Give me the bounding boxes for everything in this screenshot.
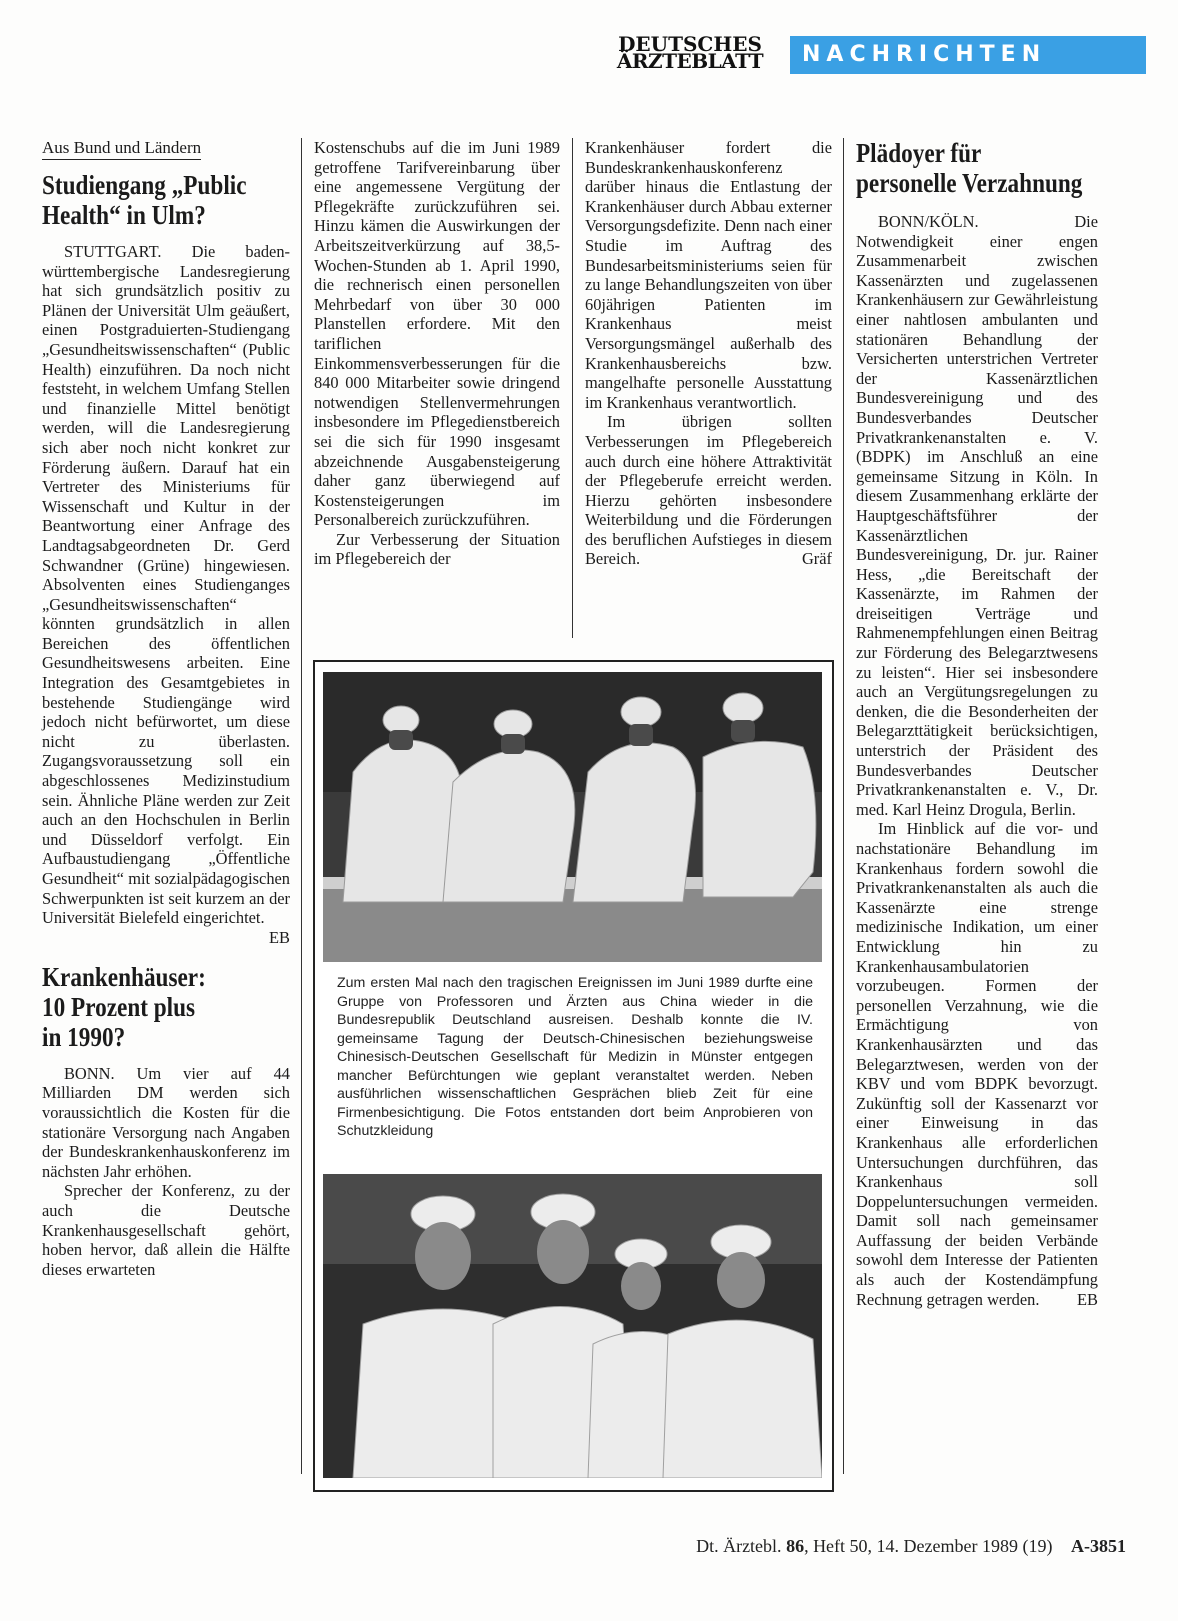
column-2	[314, 138, 560, 569]
column-rule	[301, 138, 302, 1474]
headline-line: Krankenhäuser:	[42, 961, 206, 992]
article-paragraph: Zur Verbesserung der Situation im Pflegebereich der	[314, 529, 560, 569]
photo-group-portrait	[323, 1174, 822, 1478]
volume-number: 86	[786, 1536, 805, 1556]
headline-krankenhaeuser	[42, 962, 289, 1052]
body-text: Im Hinblick auf die vor- und nachstationäre Behandlung im Krankenhaus fordern sowohl die Privatkrankenanstalten als auch die Kassenärzte eine strenge medizinische Indikation, um einer Entwicklung hin zu Krankenhausambulatorien vorzubeugen. Formen der personellen Verzahnung, wie die Ermächtigung von Krankenhausärzten und das Belegarztwesen, werden von der KBV und vom BDPK bevorzugt. Zukünftig soll der Kassenarzt vor einer Einweisung in das Krankenhaus alle erforderlichen Untersuchungen durchführen, das Krankenhaus soll Doppeluntersuchungen vermeiden. Damit soll nach gemeinsamer Auffassung der beiden Verbände sowohl dem Interesse der Patienten als auch der Kostendämpfung Rechnung getragen werden.	[856, 819, 1098, 1309]
logo-line-1: DEUTSCHES	[618, 32, 762, 56]
article-body	[42, 242, 290, 947]
photo-caption: Zum ersten Mal nach den tragischen Ereignissen im Juni 1989 durfte eine Gruppe von Professoren und Ärzten aus China wieder in die Bundesrepublik Deutschland ausreisen. Deshalb konnte die IV. gemeinsame Tagung der Deutsch-Chinesischen beziehungsweise Chinesisch-Deutschen Gesellschaft für Medizin in Münster entgegen mancher Befürchtungen wie geplant veranstaltet werden. Neben ausführlichen wissenschaftlichen Gesprächen blieb Zeit für eine Firmenbesichtigung. Die Fotos entstanden dort beim Anprobieren von Schutzkleidung	[337, 975, 813, 1139]
page-footer	[696, 1536, 1126, 1557]
column-rule	[843, 138, 844, 1474]
logo-line-2: ÄRZTEBLATT	[616, 49, 764, 73]
headline-line: 10 Prozent plus	[42, 991, 196, 1022]
page-number: A-3851	[1071, 1536, 1126, 1556]
photo-box	[313, 660, 834, 1492]
column-rule	[572, 138, 573, 638]
article-paragraph: Krankenhäuser fordert die Bundeskrankenhauskonferenz darüber hinaus die Entlastung der Krankenhäuser durch Abbau externer Versorgungsdefizite. Denn nach einer Studie im Auftrag des Bundesarbeitsministeriums seien für zu lange Behandlungszeiten von über 60jährigen Patienten im Krankenhaus meist Versorgungsmängel außerhalb des Krankenhausbereichs bzw. mangelhafte personelle Ausstattung im Krankenhaus verantwortlich.	[585, 138, 832, 412]
journal-abbrev: Dt. Ärztebl.	[696, 1536, 782, 1556]
author-signature: EB	[269, 927, 290, 947]
photo-illustration	[323, 1174, 822, 1478]
issue-info: , Heft 50, 14. Dezember 1989 (19)	[804, 1536, 1053, 1556]
photo-fitting-protective-clothing	[323, 672, 822, 962]
headline-line: Studiengang „Public	[42, 170, 247, 200]
photo-illustration	[323, 672, 822, 962]
column-1	[42, 138, 290, 1279]
author-signature: Gräf	[801, 549, 832, 569]
body-text: STUTTGART. Die baden-württembergische Landesregierung hat sich grundsätzlich positiv zu Plänen der Universität Ulm geäußert, einen Postgraduierten-Studiengang „Gesundheitswissenschaften“ (Public Health) einzuführen. Da noch nicht feststeht, in welchem Umfang Stellen und finanzielle Mittel benötigt werden, will die Landesregierung sich aber noch nicht konkret zur Förderung äußern. Darauf hat ein Vertreter des Ministeriums für Wissenschaft und Kultur in der Beantwortung einer Anfrage des Landtagsabgeordneten Dr. Gerd Schwandner (Grüne) hingewiesen. Absolventen eines Studienganges „Gesundheitswissenschaften“ könnten grundsätzlich in allen Bereichen des öffentlichen Gesundheitswesens arbeiten. Eine Integration des Gesamtgebietes in bestehende Studiengänge wird jedoch nicht befürwortet, um diese nicht zu überlasten. Zugangsvoraussetzung soll ein abgeschlossenes Medizinstudium sein. Ähnliche Pläne werden zur Zeit auch an den Hochschulen in Berlin und Düsseldorf verfolgt. Ein Aufbaustudiengang „Öffentliche Gesundheit“ mit sozialpädagogischen Schwerpunkten ist seit kurzem an der Universität Bielefeld eingerichtet.	[42, 242, 290, 928]
headline-line: personelle Verzahnung	[856, 168, 1083, 198]
headline-public-health	[42, 170, 289, 230]
masthead	[610, 32, 1150, 76]
headline-plaedoyer	[856, 138, 1097, 198]
headline-line: in 1990?	[42, 1021, 126, 1052]
article-paragraph: BONN/KÖLN. Die Notwendigkeit einer engen Zusammenarbeit zwischen Kassenärzten und zugelassenen Krankenhäusern zur Gewährleistung einer nahtlosen ambulanten und stationären Behandlung der Versicherten unterstrichen Vertreter der Kassenärztlichen Bundesvereinigung und des Bundesverbandes Deutscher Privatkrankenanstalten e. V. (BDPK) im Anschluß an eine gemeinsame Sitzung in Köln. In diesem Zusammenhang erklärte der Hauptgeschäftsführer der Kassenärztlichen Bundesvereinigung, Dr. jur. Rainer Hess, „die Bereitschaft der Kassenärzte, im Rahmen der dreiseitigen Verträge und Rahmenempfehlungen einen Beitrag zur Förderung des Belegarztwesens zu leisten“. Hier sei insbesondere auch an Vergütungsregelungen zu denken, die die Besonderheiten der Belegarzttätigkeit berücksichtigen, unterstrich der Präsident des Bundesverbandes Deutscher Privatkrankenanstalten e. V., Dr. med. Karl Heinz Drogula, Berlin.	[856, 212, 1098, 819]
body-text: Im übrigen sollten Verbesserungen im Pflegebereich auch durch eine höhere Attraktivität der Pflegeberufe erreicht werden. Hierzu gehörten insbesondere Weiterbildung und die Förderungen des beruflichen Aufstieges in diesem Bereich.	[585, 412, 832, 569]
journal-logo	[610, 32, 770, 73]
article-paragraph: Sprecher der Konferenz, zu der auch die Deutsche Krankenhausgesellschaft gehört, hoben hervor, daß allein die Hälfte dieses erwarteten	[42, 1181, 290, 1279]
article-paragraph	[585, 412, 832, 569]
column-4	[856, 138, 1098, 1309]
headline-line: Plädoyer für	[856, 138, 982, 168]
section-kicker: Aus Bund und Ländern	[42, 138, 201, 160]
column-3	[585, 138, 832, 569]
article-paragraph: Kostenschubs auf die im Juni 1989 getroffene Tarifvereinbarung über eine angemessene Vergütung der Pflegekräfte zurückzuführen sei. Hinzu kämen die Auswirkungen der Arbeitszeitverkürzung auf 38,5-Wochen-Stunden ab 1. April 1990, die rechnerisch einen personellen Mehrbedarf von über 30 000 Planstellen erfordere. Mit den tariflichen Einkommensverbesserungen für die 840 000 Mitarbeiter sowie dringend notwendigen Stellenvermehrungen insbesondere im Pflegedienstbereich sei die sich für 1990 insgesamt abzeichnende Ausgabensteigerung daher ganz überwiegend auf Kostensteigerungen im Personalbereich zurückzuführen.	[314, 138, 560, 530]
article-paragraph	[856, 819, 1098, 1309]
headline-line: Health“ in Ulm?	[42, 200, 206, 230]
article-paragraph: BONN. Um vier auf 44 Milliarden DM werden sich voraussichtlich die Kosten für die stationäre Versorgung nach Angaben der Bundeskrankenhauskonferenz im nächsten Jahr erhöhen.	[42, 1063, 290, 1181]
section-band: NACHRICHTEN	[790, 36, 1146, 74]
author-signature: EB	[1077, 1289, 1098, 1309]
